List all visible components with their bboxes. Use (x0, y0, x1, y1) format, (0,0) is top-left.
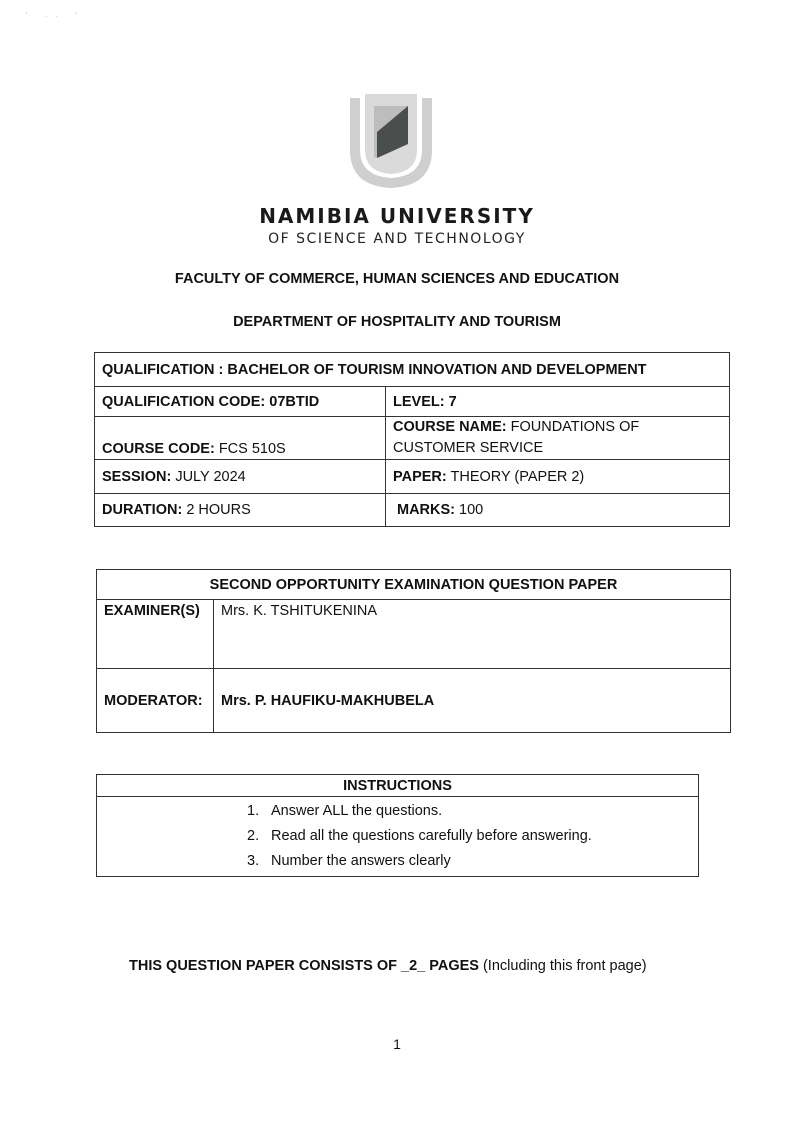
instruction-number: 1. (247, 803, 260, 819)
marks-cell (386, 494, 730, 527)
course-code-cell (95, 417, 386, 460)
qualification-code-value: 07BTID (269, 393, 320, 410)
instructions-body (97, 797, 699, 877)
session-value: JULY 2024 (175, 468, 246, 485)
exam-heading: SECOND OPPORTUNITY EXAMINATION QUESTION PAPER (97, 570, 731, 600)
level-value: 7 (448, 393, 457, 410)
marks-value: 100 (459, 502, 484, 518)
faculty-heading: FACULTY OF COMMERCE, HUMAN SCIENCES AND EDUCATION (174, 271, 620, 287)
page-count-note (129, 958, 647, 974)
scan-marks: ' .. ' (26, 12, 85, 19)
page-count-normal: (Including this front page) (478, 958, 647, 974)
page-count-bold: THIS QUESTION PAPER CONSISTS OF _2_ PAGES (129, 958, 479, 974)
university-name: NAMIBIA UNIVERSITY (259, 204, 535, 228)
qualification-code-label: QUALIFICATION CODE: (102, 393, 266, 410)
qualification-code-cell (95, 387, 386, 417)
instructions-list (97, 797, 698, 876)
instructions-table (96, 774, 699, 877)
instruction-item (247, 799, 698, 824)
moderator-value: Mrs. P. HAUFIKU-MAKHUBELA (214, 669, 731, 733)
instruction-number: 2. (247, 828, 260, 844)
course-name-cell (386, 417, 730, 460)
paper-value: THEORY (PAPER 2) (450, 468, 585, 485)
instructions-heading: INSTRUCTIONS (97, 775, 699, 797)
paper-label: PAPER: (393, 468, 447, 485)
page-number: 1 (393, 1036, 401, 1052)
examination-table (96, 569, 731, 733)
duration-value: 2 HOURS (186, 502, 251, 518)
marks-label: MARKS: (397, 502, 455, 518)
instruction-text: Answer ALL the questions. (271, 803, 443, 819)
course-name-value: FOUNDATIONS OF CUSTOMER SERVICE (393, 419, 640, 456)
university-subtitle: OF SCIENCE AND TECHNOLOGY (268, 231, 526, 247)
level-cell (386, 387, 730, 417)
instruction-text: Read all the questions carefully before answering. (271, 828, 592, 844)
examiner-value: Mrs. K. TSHITUKENINA (214, 600, 731, 669)
instruction-text: Number the answers clearly (271, 853, 451, 869)
university-logo (346, 92, 436, 190)
course-code-value: FCS 510S (218, 441, 286, 457)
instruction-item (247, 849, 698, 874)
course-code-label: COURSE CODE: (102, 441, 215, 457)
level-label: LEVEL: (393, 393, 445, 410)
qualification-table (94, 352, 730, 527)
instruction-number: 3. (247, 853, 260, 869)
moderator-label: MODERATOR: (97, 669, 214, 733)
examiner-label: EXAMINER(S) (97, 600, 214, 669)
paper-cell (386, 460, 730, 494)
duration-label: DURATION: (102, 502, 183, 518)
department-heading: DEPARTMENT OF HOSPITALITY AND TOURISM (233, 314, 561, 330)
course-name-label: COURSE NAME: (393, 419, 507, 435)
session-label: SESSION: (102, 468, 172, 485)
instruction-item (247, 824, 698, 849)
duration-cell (95, 494, 386, 527)
qualification-cell: QUALIFICATION : BACHELOR OF TOURISM INNOVATION AND DEVELOPMENT (95, 353, 730, 387)
session-cell (95, 460, 386, 494)
